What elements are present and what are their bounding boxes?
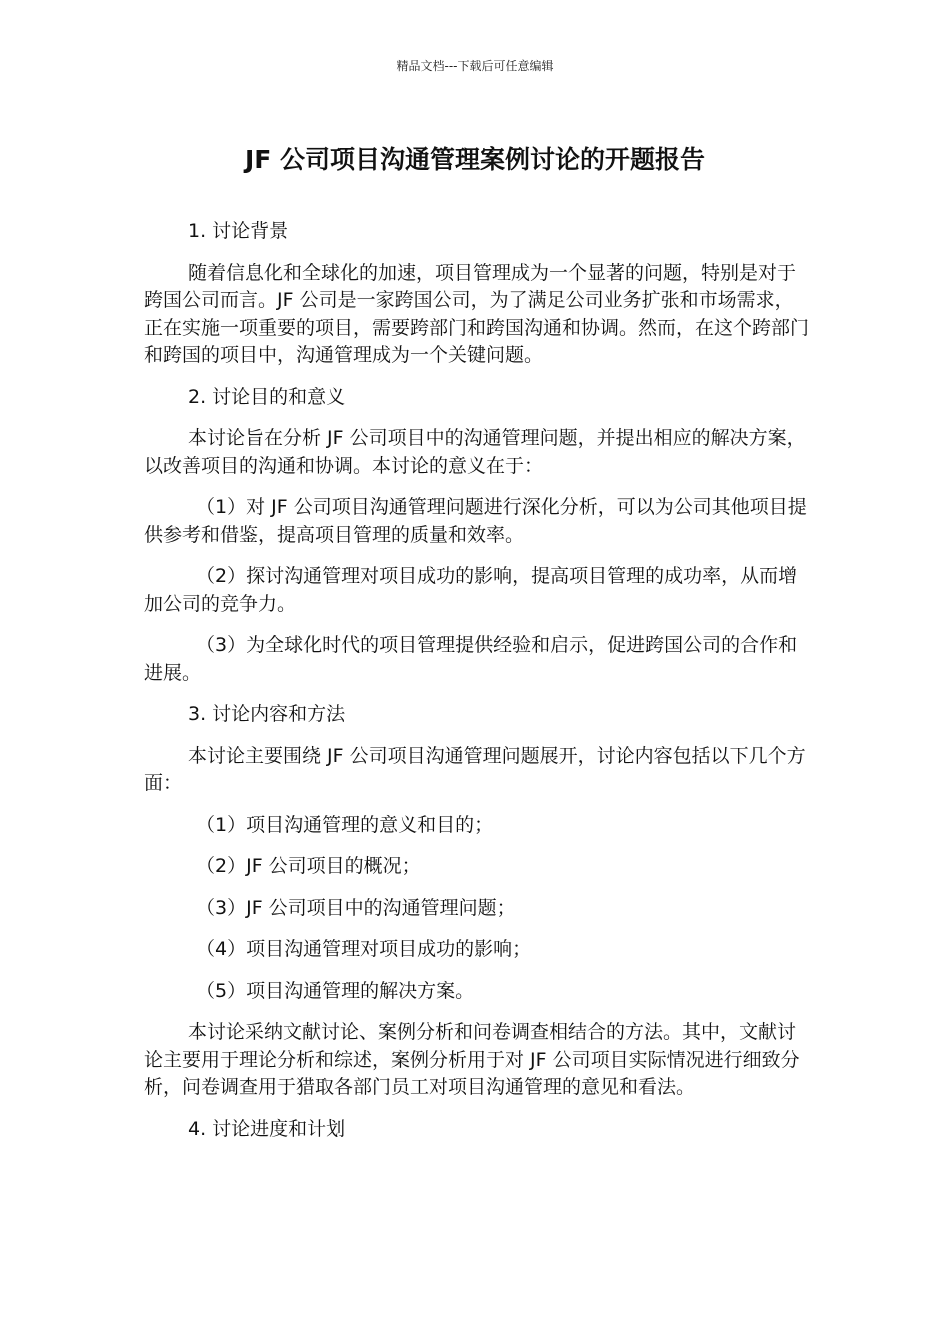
- content-list-item: （3）JF 公司项目中的沟通管理问题；: [196, 896, 516, 919]
- document-title: JF 公司项目沟通管理案例讨论的开题报告: [244, 145, 706, 174]
- section-heading-content: 3. 讨论内容和方法: [188, 703, 346, 725]
- content-list-item: （5）项目沟通管理的解决方案。: [196, 979, 475, 1002]
- background-paragraph: 随着信息化和全球化的加速，项目管理成为一个显著的问题，特别是对于跨国公司而言。JF 公司是一家跨国公司，为了满足公司业务扩张和市场需求，正在实施一项重要的项目，需要跨部门和跨国沟通和协调。然而，在这个跨部门和跨国的项目中，沟通管理成为一个关键问题。: [144, 261, 810, 366]
- content-list-item: （4）项目沟通管理对项目成功的影响；: [196, 938, 532, 960]
- purpose-item-3: （3）为全球化时代的项目管理提供经验和启示，促进跨国公司的合作和进展。: [144, 634, 798, 684]
- method-paragraph: 本讨论采纳文献讨论、案例分析和问卷调查相结合的方法。其中，文献讨论主要用于理论分析和综述，案例分析用于对 JF 公司项目实际情况进行细致分析，问卷调查用于猎取各部门员工对项目沟通管理的意见和看法。: [144, 1021, 800, 1098]
- content-list-item: （1）项目沟通管理的意义和目的；: [196, 813, 494, 836]
- purpose-item-1: （1）对 JF 公司项目沟通管理问题进行深化分析，可以为公司其他项目提供参考和借鉴，提高项目管理的质量和效率。: [144, 496, 807, 546]
- content-list-item: （2）JF 公司项目的概况；: [196, 855, 421, 877]
- section-heading-purpose: 2. 讨论目的和意义: [188, 385, 346, 408]
- header-note: 精品文档---下载后可任意编辑: [396, 59, 554, 73]
- content-paragraph: 本讨论主要围绕 JF 公司项目沟通管理问题展开，讨论内容包括以下几个方面：: [144, 744, 806, 794]
- section-heading-schedule: 4. 讨论进度和计划: [188, 1117, 346, 1140]
- purpose-item-2: （2）探讨沟通管理对项目成功的影响，提高项目管理的成功率，从而增加公司的竞争力。: [144, 565, 798, 615]
- purpose-paragraph: 本讨论旨在分析 JF 公司项目中的沟通管理问题，并提出相应的解决方案，以改善项目的沟通和协调。本讨论的意义在于：: [144, 427, 806, 477]
- document-body: [144, 218, 809, 1157]
- section-heading-background: 1. 讨论背景: [188, 220, 289, 242]
